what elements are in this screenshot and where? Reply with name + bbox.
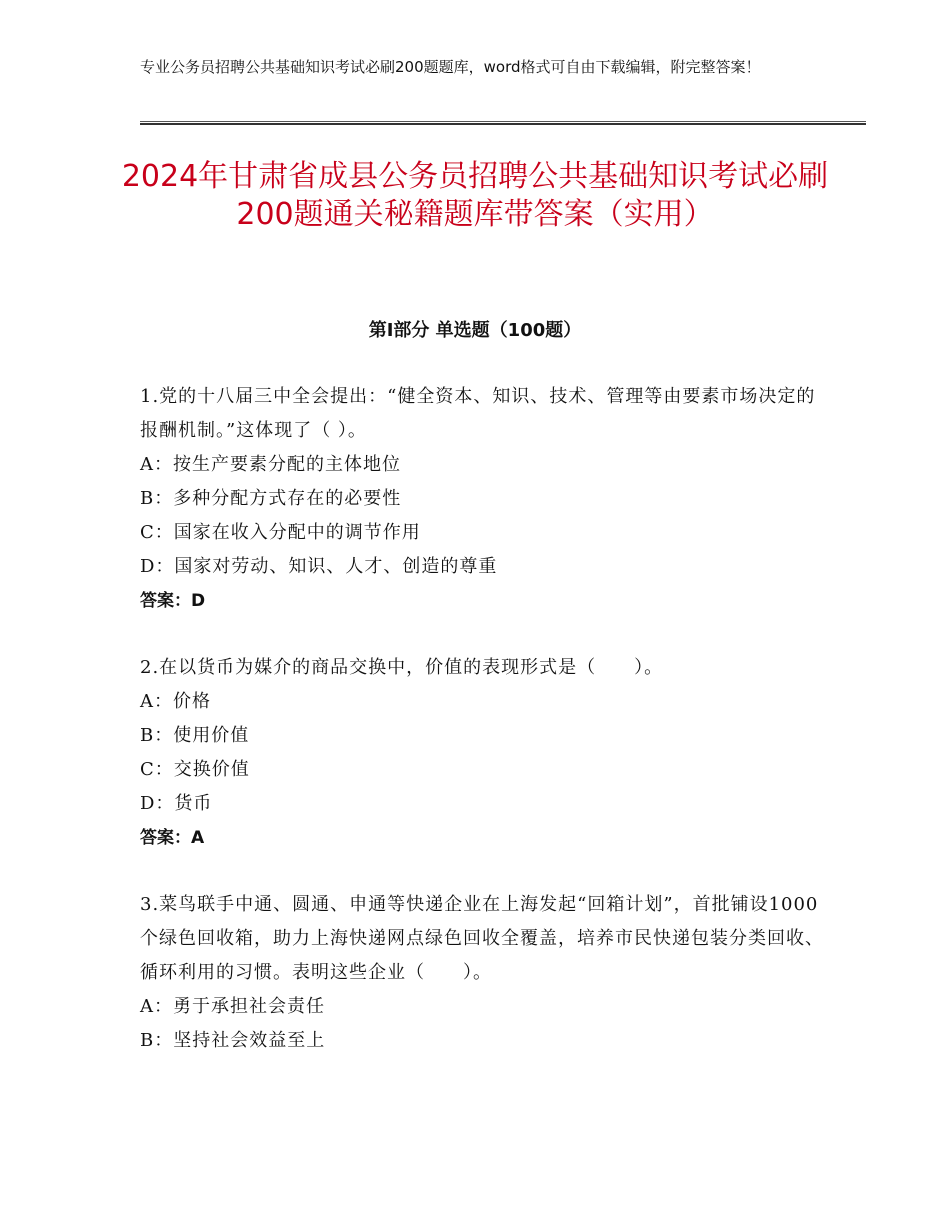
option-b: B：多种分配方式存在的必要性 [140, 488, 402, 509]
answer: 答案：A [140, 828, 205, 848]
option-a: A：勇于承担社会责任 [140, 996, 325, 1017]
answer: 答案：D [140, 591, 206, 611]
document-title: 2024年甘肃省成县公务员招聘公共基础知识考试必刷200题通关秘籍题库带答案（实用） [121, 159, 829, 232]
question-stem: 3.菜鸟联手中通、圆通、申通等快递企业在上海发起“回箱计划”，首批铺设1000个绿色回收箱，助力上海快递网点绿色回收全覆盖，培养市民快递包装分类回收、循环利用的习惯。表明这些企业（ ）。 [140, 894, 824, 983]
section-title: 第Ⅰ部分 单选题（100题） [368, 320, 582, 341]
header-divider [140, 121, 866, 125]
option-b: B：坚持社会效益至上 [140, 1030, 326, 1051]
option-c: C：交换价值 [140, 759, 250, 780]
option-a: A：价格 [140, 691, 211, 712]
option-c: C：国家在收入分配中的调节作用 [140, 522, 421, 543]
question-2 [140, 651, 830, 855]
question-1 [140, 380, 830, 618]
option-a: A：按生产要素分配的主体地位 [140, 454, 401, 475]
question-stem: 2.在以货币为媒介的商品交换中，价值的表现形式是（ ）。 [140, 657, 664, 678]
option-b: B：使用价值 [140, 725, 250, 746]
option-d: D：货币 [140, 793, 213, 814]
question-3 [140, 888, 830, 1058]
question-list [140, 380, 830, 1091]
header-note: 专业公务员招聘公共基础知识考试必刷200题题库，word格式可自由下载编辑，附完整答案！ [140, 58, 761, 76]
option-d: D：国家对劳动、知识、人才、创造的尊重 [140, 556, 498, 577]
question-stem: 1.党的十八届三中全会提出：“健全资本、知识、技术、管理等由要素市场决定的报酬机制。”这体现了（ ）。 [140, 386, 816, 441]
